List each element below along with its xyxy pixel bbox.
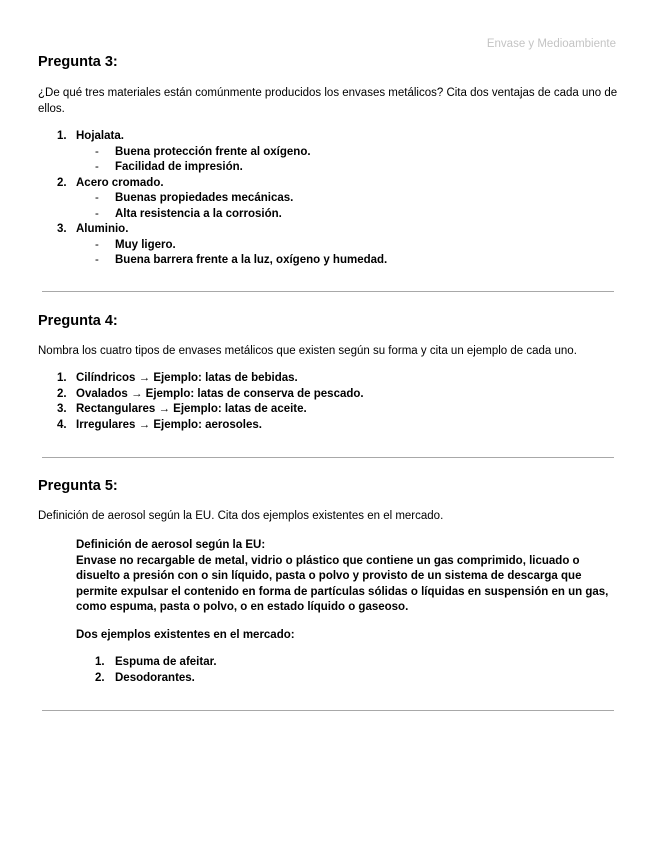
answer-item: [38, 176, 618, 192]
definition-title: Definición de aerosol según la EU:: [76, 539, 266, 551]
item-number: 3.: [57, 403, 67, 415]
dash-bullet: -: [95, 207, 99, 220]
item-label: Hojalata.: [76, 130, 124, 142]
section-divider: [42, 457, 614, 458]
answer-item: [38, 222, 618, 238]
item-number: 1.: [57, 372, 67, 384]
question-4-title: Pregunta 4:: [38, 313, 118, 329]
answer-item: [38, 387, 618, 403]
answer-item: [38, 129, 618, 145]
section-divider: [42, 710, 614, 711]
item-label: Acero cromado.: [76, 176, 164, 189]
sub-item-label: Buenas propiedades mecánicas.: [115, 192, 294, 204]
definition-text: Envase no recargable de metal, vidrio o plástico que contiene un gas comprimido, licuado o disuelto a presión con o sin líquido, pasta o polvo y provisto de un sistema de descarga que permite expulsar el contenido en forma de partículas sólidas o líquidas en suspensión en un gas, como espuma, pasta o polvo, o en estado líquido o gaseoso.: [76, 554, 609, 613]
examples-title: Dos ejemplos existentes en el mercado:: [76, 628, 295, 641]
item-number: 3.: [57, 223, 67, 235]
example-item: [76, 655, 618, 671]
item-number: 1.: [95, 656, 105, 668]
dash-bullet: -: [95, 145, 99, 158]
item-label: Cilíndricos → Ejemplo: latas de bebidas.: [76, 372, 298, 384]
sub-item: [38, 253, 618, 269]
sub-item: [38, 238, 618, 254]
question-3-text: ¿De qué tres materiales están comúnmente producidos los envases metálicos? Cita dos ventajas de cada uno de ellos.: [38, 87, 618, 115]
item-label: Aluminio.: [76, 223, 129, 235]
sub-item-label: Buena barrera frente a la luz, oxígeno y humedad.: [115, 254, 388, 266]
item-label: Ovalados → Ejemplo: latas de conserva de pescado.: [76, 387, 364, 400]
sub-item: [38, 160, 618, 176]
dash-bullet: -: [95, 161, 99, 173]
sub-item-label: Facilidad de impresión.: [115, 161, 243, 173]
item-label: Irregulares → Ejemplo: aerosoles.: [76, 418, 262, 431]
example-item: [76, 671, 618, 687]
document-header: Envase y Medioambiente: [486, 38, 616, 50]
aerosol-definition-block: [76, 538, 618, 686]
sub-item: [38, 191, 618, 207]
dash-bullet: -: [95, 192, 99, 204]
question-3-section: [38, 54, 618, 269]
sub-item: [38, 145, 618, 161]
item-label: Espuma de afeitar.: [115, 656, 217, 668]
sub-item-label: Buena protección frente al oxígeno.: [115, 145, 311, 158]
question-3-title: Pregunta 3:: [38, 54, 118, 70]
question-5-title: Pregunta 5:: [38, 478, 118, 494]
sub-item-label: Alta resistencia a la corrosión.: [115, 207, 282, 220]
dash-bullet: -: [95, 238, 99, 251]
item-number: 2.: [95, 671, 105, 684]
item-number: 2.: [57, 387, 67, 400]
question-4-section: [38, 313, 618, 433]
item-label: Desodorantes.: [115, 671, 195, 684]
question-5-section: [38, 478, 618, 686]
item-number: 2.: [57, 176, 67, 189]
sub-item-label: Muy ligero.: [115, 238, 176, 251]
item-label: Rectangulares → Ejemplo: latas de aceite.: [76, 403, 307, 415]
answer-item: [38, 418, 618, 434]
dash-bullet: -: [95, 254, 99, 266]
answer-item: [38, 371, 618, 387]
question-4-answer-list: [38, 371, 618, 433]
question-3-answer-list: [38, 129, 618, 269]
sub-item: [38, 207, 618, 223]
item-number: 1.: [57, 130, 67, 142]
question-5-text: Definición de aerosol según la EU. Cita dos ejemplos existentes en el mercado.: [38, 510, 444, 522]
examples-list: [76, 655, 618, 686]
item-number: 4.: [57, 418, 67, 431]
section-divider: [42, 291, 614, 292]
answer-item: [38, 402, 618, 418]
question-4-text: Nombra los cuatro tipos de envases metálicos que existen según su forma y cita un ejemplo de cada uno.: [38, 345, 577, 357]
